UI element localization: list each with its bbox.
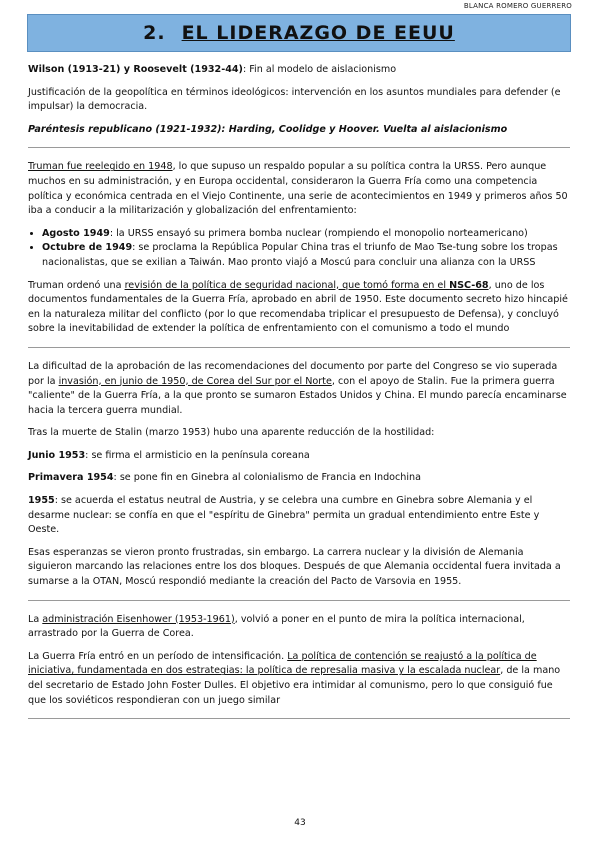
paragraph-stalin-death: Tras la muerte de Stalin (marzo 1953) hubo una aparente reducción de la hostilidad: (28, 427, 435, 439)
korea-intro: La dificultad de la aprobación de las recomendaciones del documento por parte del Congreso se vio superada por la (28, 360, 558, 387)
event-date: Primavera 1954 (28, 472, 114, 484)
intensification-intro: La Guerra Fría entró en un período de intensificación. (28, 650, 288, 662)
paragraph-republican-parenthesis: Paréntesis republicano (1921-1932): Harding, Coolidge y Hoover. Vuelta al aislacionismo (28, 123, 508, 135)
section-number: 2. (143, 22, 166, 44)
event-date: 1955 (28, 495, 55, 507)
truman-reelected-link-text: Truman fue reelegido en 1948 (28, 161, 173, 173)
section-divider (28, 347, 570, 348)
nsc68-intro: Truman ordenó una (28, 279, 125, 291)
event-text: : se firma el armisticio en la península coreana (85, 449, 310, 461)
event-date: Octubre de 1949 (42, 242, 133, 254)
paragraph-june-1953 (28, 449, 570, 464)
author-name: BLANCA ROMERO GUERRERO (463, 2, 572, 10)
paragraph-truman-reelection (28, 160, 570, 218)
paragraph-justification: Justificación de la geopolítica en términos ideológicos: intervención en los asuntos mundiales para defender (e impulsar) la democracia. (28, 86, 561, 113)
page-number: 43 (294, 818, 306, 828)
section-title: EL LIDERAZGO DE EEUU (181, 22, 455, 44)
korea-text: , con el apoyo de Stalin. Fue la primera guerra "caliente" de la Guerra Fría, a la que pronto se sumaron Estados Unidos y China. El mundo parecía encaminarse hacia la tercera guerra mundial. (28, 375, 567, 416)
eisenhower-text: , volvió a poner en el punto de mira la política internacional, arrastrado por la Guerra de Corea. (28, 613, 525, 640)
section-divider (28, 147, 570, 148)
section-divider (28, 718, 570, 719)
document-body (28, 63, 570, 731)
wilson-roosevelt-text: : Fin al modelo de aislacionismo (242, 64, 397, 75)
eisenhower-intro: La (28, 613, 43, 625)
paragraph-wilson-roosevelt (28, 63, 570, 78)
section-divider (28, 600, 570, 601)
event-date: Agosto 1949 (42, 227, 110, 239)
paragraph-eisenhower (28, 613, 570, 642)
intensification-text: , de la mano del secretario de Estado John Foster Dulles. El objetivo era intimidar al comunismo, pero lo que consiguió fue que los soviéticos respondieran con un juego similar (28, 665, 561, 706)
paragraph-1955 (28, 494, 570, 538)
nsc68-code: NSC-68 (449, 279, 489, 291)
paragraph-korea (28, 360, 570, 418)
event-text: : se proclama la República Popular China tras el triunfo de Mao Tse-tung sobre los tropas nacionalistas, que se exilian a Taiwán. Mao pronto viajó a Moscú para concluir una alianza con la URSS (42, 242, 558, 268)
paragraph-intensification (28, 650, 570, 708)
eisenhower-underlined: administración Eisenhower (1953-1961) (42, 613, 235, 625)
korea-underlined: invasión, en junio de 1950, de Corea del Sur por el Norte (58, 375, 332, 387)
title-banner (27, 14, 571, 52)
paragraph-nsc68 (28, 279, 570, 337)
paragraph-spring-1954 (28, 471, 570, 486)
paragraph-hopes-frustrated: Esas esperanzas se vieron pronto frustradas, sin embargo. La carrera nuclear y la división de Alemania siguieron marcando las relaciones entre los dos bloques. Después de que Alemania occidental fuera invitada a sumarse a la OTAN, Moscú respondió mediante la creación del Pacto de Varsovia en 1955. (28, 546, 561, 588)
list-item (42, 227, 570, 242)
nsc68-text: , uno de los documentos fundamentales de la Guerra Fría, aprobado en abril de 1950. Este documento secreto hizo hincapié en la naturaleza militar del conflicto (por lo que recomendaba triplicar el presupuesto de Defensa), y concluyó sobre la inevitabilidad de extender la política de enfrentamiento con el comunismo a todo el mundo (28, 279, 568, 335)
event-text: : se pone fin en Ginebra al colonialismo de Francia en Indochina (113, 472, 422, 484)
wilson-roosevelt-bold: Wilson (1913-21) y Roosevelt (1932-44) (28, 64, 243, 75)
list-item (42, 241, 570, 270)
event-date: Junio 1953 (28, 449, 86, 461)
intensification-underlined: La política de contención se reajustó a la política de iniciativa, fundamentada en dos estrategias: la política de represalia masiva y la escalada nuclear (28, 650, 537, 677)
event-text: : la URSS ensayó su primera bomba nuclear (rompiendo el monopolio norteamericano) (109, 227, 528, 239)
nsc68-underlined: revisión de la política de seguridad nacional, que tomó forma en el (124, 279, 450, 291)
events-list (28, 227, 570, 271)
event-text: : se acuerda el estatus neutral de Austria, y se celebra una cumbre en Ginebra sobre Alemania y el desarme nuclear: se confía en que el "espíritu de Ginebra" permita un gradual entendimiento entre Este y Oeste. (28, 495, 540, 536)
truman-reelection-text: , lo que supuso un respaldo popular a su política contra la URSS. Pero aunque muchos en su administración, y en Europa occidental, consideraron la Guerra Fría como una competencia política y económica centrada en el Viejo Continente, una serie de acontecimientos en 1949 y primeros años 50 iba a conducir a la militarización y globalización del enfrentamiento: (28, 161, 568, 217)
